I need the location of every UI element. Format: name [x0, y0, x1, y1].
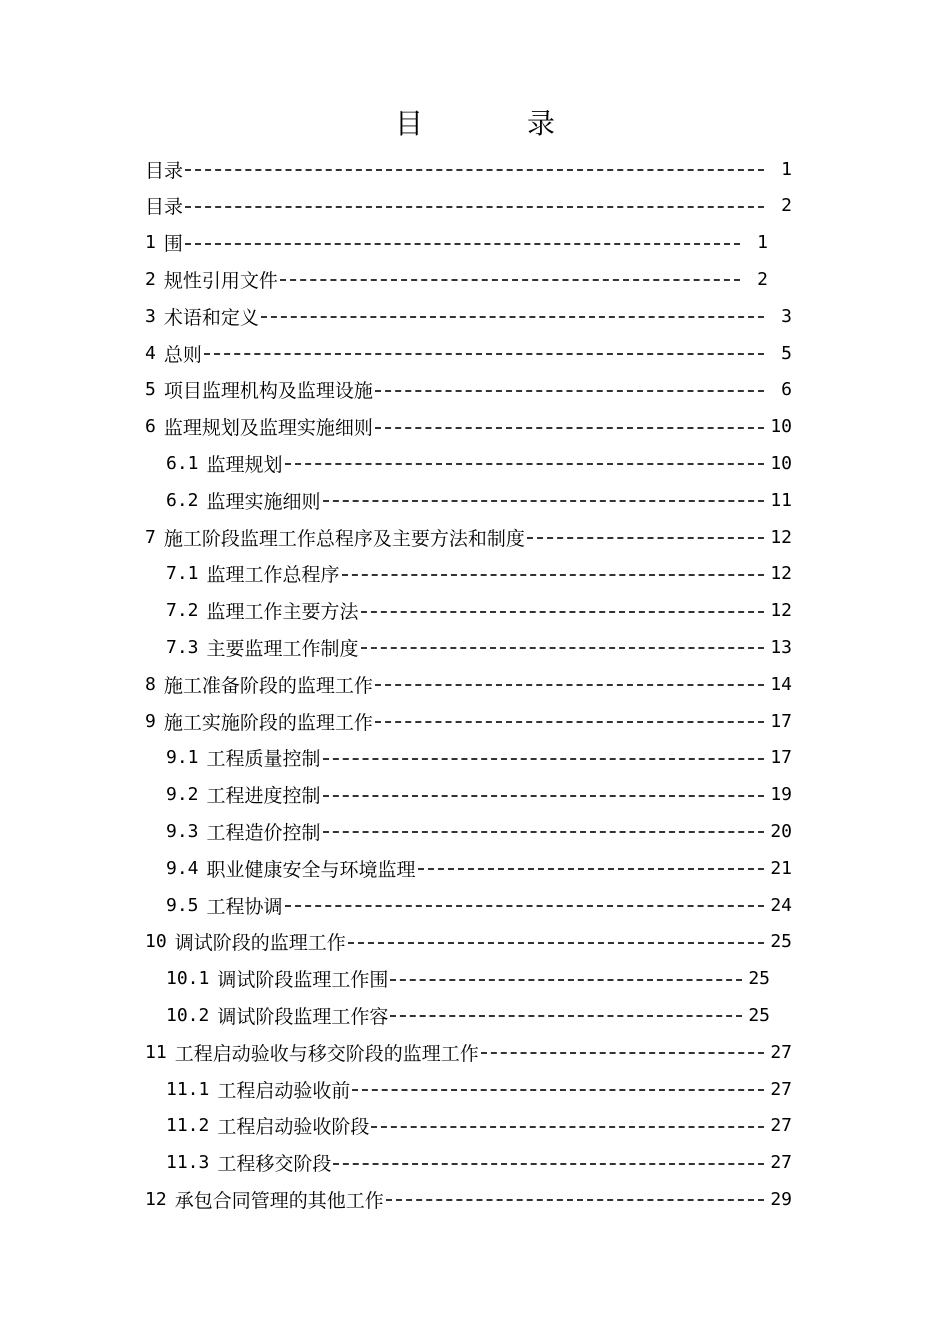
- toc-entry[interactable]: [166, 482, 792, 518]
- toc-entry[interactable]: [166, 813, 792, 849]
- toc-entry[interactable]: [145, 924, 792, 960]
- toc-entry-page-number: 21: [770, 857, 792, 879]
- dot-leader: [390, 1006, 742, 1024]
- dot-leader: [348, 933, 764, 951]
- dot-leader: [352, 1080, 764, 1098]
- toc-entry-number: 3: [145, 305, 156, 327]
- toc-entry[interactable]: [145, 409, 792, 445]
- toc-entry-label: 工程质量控制: [206, 748, 321, 771]
- toc-entry-number: 7.2: [166, 600, 199, 622]
- toc-entry-number: 5: [145, 379, 156, 401]
- toc-entry[interactable]: [145, 372, 792, 408]
- dot-leader: [185, 197, 764, 215]
- dot-leader: [386, 1190, 764, 1208]
- toc-entry-number: 10: [145, 931, 167, 953]
- toc-entry-number: 9.1: [166, 747, 199, 769]
- toc-entry-page-number: 5: [781, 342, 792, 364]
- toc-entry-label: 工程移交阶段: [217, 1153, 332, 1176]
- toc-entry[interactable]: [166, 1145, 792, 1181]
- toc-entry-label: 术语和定义: [163, 306, 259, 329]
- toc-entry-page-number: 19: [770, 784, 792, 806]
- toc-entry-number: 9.5: [166, 894, 199, 916]
- toc-entry[interactable]: [166, 961, 770, 997]
- toc-entry-label: 施工实施阶段的监理工作: [163, 711, 373, 734]
- toc-entry-page-number: 3: [781, 305, 792, 327]
- toc-entry[interactable]: [145, 261, 768, 297]
- toc-entry-page-number: 29: [770, 1188, 792, 1210]
- toc-entry-page-number: 27: [770, 1078, 792, 1100]
- toc-entry-label: 施工阶段监理工作总程序及主要方法和制度: [163, 527, 525, 550]
- dot-leader: [342, 565, 764, 583]
- toc-entry-label: 承包合同管理的其他工作: [174, 1189, 384, 1212]
- toc-entry-label: 工程启动验收阶段: [217, 1116, 370, 1139]
- dot-leader: [375, 418, 764, 436]
- toc-entry-page-number: 14: [770, 673, 792, 695]
- toc-entry-page-number: 27: [770, 1152, 792, 1174]
- toc-entry[interactable]: [145, 1034, 792, 1070]
- toc-entry[interactable]: [145, 225, 768, 261]
- toc-entry-page-number: 25: [748, 1004, 770, 1026]
- toc-entry[interactable]: [145, 666, 792, 702]
- toc-entry-label: 总则: [163, 343, 202, 366]
- dot-leader: [323, 749, 764, 767]
- toc-entry-label: 调试阶段监理工作围: [217, 969, 389, 992]
- toc-entry-page-number: 25: [770, 931, 792, 953]
- toc-entry-number: 6.1: [166, 452, 199, 474]
- toc-entry-number: 9.2: [166, 784, 199, 806]
- toc-entry-page-number: 20: [770, 820, 792, 842]
- toc-entry-number: 9.3: [166, 820, 199, 842]
- toc-entry[interactable]: [145, 151, 792, 187]
- dot-leader: [361, 602, 764, 620]
- toc-entry-label: 监理工作总程序: [206, 564, 340, 587]
- toc-entry[interactable]: [166, 777, 792, 813]
- toc-entry-number: 4: [145, 342, 156, 364]
- dot-leader: [481, 1043, 764, 1061]
- toc-entry[interactable]: [166, 887, 792, 923]
- toc-entry-label: 工程协调: [206, 895, 283, 918]
- dot-leader: [418, 859, 764, 877]
- toc-entry-page-number: 25: [748, 968, 770, 990]
- toc-entry-page-number: 11: [770, 489, 792, 511]
- toc-entry-number: 7.3: [166, 636, 199, 658]
- toc-entry-number: 10.2: [166, 1004, 210, 1026]
- toc-entry-number: 6.2: [166, 489, 199, 511]
- toc-entry-page-number: 12: [770, 600, 792, 622]
- toc-entry-label: 工程启动验收前: [217, 1079, 351, 1102]
- dot-leader: [371, 1117, 764, 1135]
- toc-entry-number: 9: [145, 710, 156, 732]
- toc-entry-label: 规性引用文件: [163, 269, 278, 292]
- toc-entry[interactable]: [166, 593, 792, 629]
- toc-entry-label: 调试阶段监理工作容: [217, 1005, 389, 1028]
- dot-leader: [527, 528, 764, 546]
- toc-entry-label: 职业健康安全与环境监理: [206, 858, 416, 881]
- toc-entry-number: 8: [145, 673, 156, 695]
- dot-leader: [390, 970, 742, 988]
- toc-entry-page-number: 2: [757, 268, 768, 290]
- dot-leader: [375, 675, 764, 693]
- toc-entry-label: 主要监理工作制度: [206, 637, 359, 660]
- toc-entry[interactable]: [145, 335, 792, 371]
- toc-entry-number: 7.1: [166, 563, 199, 585]
- toc-entry-page-number: 13: [770, 636, 792, 658]
- toc-entry-page-number: 1: [781, 158, 792, 180]
- toc-entry-label: 项目监理机构及监理设施: [163, 380, 373, 403]
- dot-leader: [280, 270, 740, 288]
- dot-leader: [285, 896, 764, 914]
- toc-entry-number: 11: [145, 1041, 167, 1063]
- toc-entry-number: 2: [145, 268, 156, 290]
- toc-entry-label: 监理规划: [206, 453, 283, 476]
- toc-entry[interactable]: [145, 1181, 792, 1217]
- toc-entry-number: 7: [145, 526, 156, 548]
- toc-entry-page-number: 6: [781, 379, 792, 401]
- toc-entry-number: 11.2: [166, 1115, 210, 1137]
- toc-entry[interactable]: [145, 298, 792, 334]
- toc-entry[interactable]: [166, 445, 792, 481]
- toc-entry-label: 目录: [145, 159, 184, 182]
- dot-leader: [323, 491, 764, 509]
- dot-leader: [285, 454, 764, 472]
- toc-entry-label: 监理规划及监理实施细则: [163, 417, 373, 440]
- dot-leader: [375, 712, 764, 730]
- toc-entry-page-number: 10: [770, 452, 792, 474]
- dot-leader: [361, 638, 764, 656]
- toc-entry-label: 围: [163, 233, 183, 256]
- dot-leader: [204, 344, 764, 362]
- toc-entry-page-number: 12: [770, 526, 792, 548]
- toc-entry-page-number: 1: [757, 232, 768, 254]
- toc-entry[interactable]: [145, 703, 792, 739]
- toc-entry[interactable]: [166, 1071, 792, 1107]
- toc-entry-page-number: 10: [770, 416, 792, 438]
- toc-entry[interactable]: [145, 188, 792, 224]
- toc-entry[interactable]: [166, 997, 770, 1033]
- dot-leader: [333, 1154, 764, 1172]
- toc-entry-label: 目录: [145, 196, 184, 219]
- toc-entry-page-number: 24: [770, 894, 792, 916]
- toc-entry-label: 工程造价控制: [206, 821, 321, 844]
- toc-entry-label: 施工准备阶段的监理工作: [163, 674, 373, 697]
- toc-entry-number: 12: [145, 1188, 167, 1210]
- dot-leader: [323, 786, 764, 804]
- toc-entry-label: 监理工作主要方法: [206, 601, 359, 624]
- toc-entry-label: 监理实施细则: [206, 490, 321, 513]
- dot-leader: [261, 307, 764, 325]
- toc-entry-page-number: 27: [770, 1041, 792, 1063]
- toc-entry-page-number: 2: [781, 195, 792, 217]
- toc-entry-number: 1: [145, 232, 156, 254]
- dot-leader: [323, 822, 764, 840]
- toc-entry-number: 11.3: [166, 1152, 210, 1174]
- toc-entry-number: 9.4: [166, 857, 199, 879]
- toc-entry-number: 10.1: [166, 968, 210, 990]
- toc-entry[interactable]: [166, 556, 792, 592]
- toc-entry-page-number: 27: [770, 1115, 792, 1137]
- toc-entry[interactable]: [166, 850, 792, 886]
- dot-leader: [375, 381, 764, 399]
- toc-entry-number: 11.1: [166, 1078, 210, 1100]
- toc-entry-label: 工程进度控制: [206, 785, 321, 808]
- toc-entry-page-number: 12: [770, 563, 792, 585]
- page-title: 目 录: [394, 107, 593, 140]
- toc-entry-page-number: 17: [770, 747, 792, 769]
- dot-leader: [185, 160, 764, 178]
- toc-entry-label: 调试阶段的监理工作: [174, 932, 346, 955]
- toc-entry[interactable]: [166, 1108, 792, 1144]
- toc-entry[interactable]: [166, 740, 792, 776]
- toc-entry[interactable]: [166, 629, 792, 665]
- dot-leader: [185, 234, 740, 252]
- toc-entry-label: 工程启动验收与移交阶段的监理工作: [174, 1042, 479, 1065]
- toc-entry-page-number: 17: [770, 710, 792, 732]
- toc-entry[interactable]: [145, 519, 792, 555]
- toc-entry-number: 6: [145, 416, 156, 438]
